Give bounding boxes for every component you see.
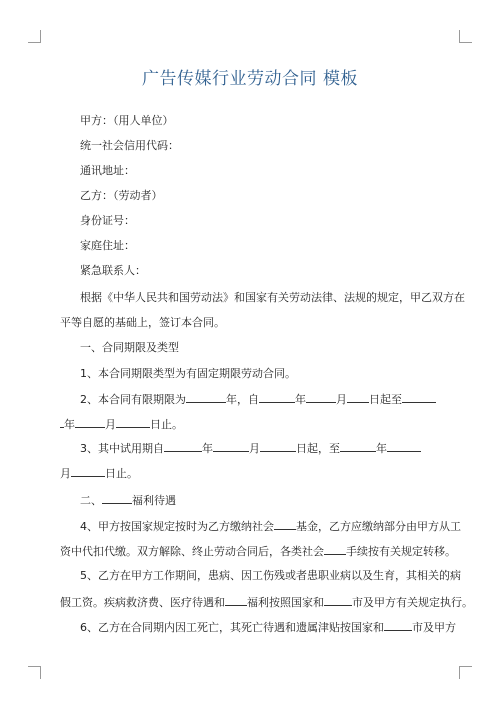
item-4-fund-blank: [274, 518, 296, 530]
item-2-end-year-blank: [402, 391, 436, 403]
item-5-line-1: 5、乙方在甲方工作期间，患病、因工伤残或者患职业病以及生育，其相关的病: [80, 569, 461, 582]
item-6-part-1: 6、乙方在合同期内因工死亡，其死亡待遇和遗属津贴按国家和: [80, 621, 384, 634]
item-5-welfare-blank: [225, 594, 247, 606]
item-2-year3-label: 年: [64, 418, 75, 431]
item-4-line-2: [60, 543, 456, 559]
item-1-text: 1、本合同期限类型为有固定期限劳动合同。: [80, 367, 296, 380]
item-6-line-1: [80, 619, 456, 635]
preamble-line-1: 根据《中华人民共和国劳动法》和国家有关劳动法律、法规的规定，甲乙双方在: [80, 291, 465, 304]
item-3-start-day-blank: [260, 440, 296, 452]
item-2-line-1: [80, 391, 436, 407]
item-4-line-1: [80, 518, 461, 534]
item-4-part-2: 基金，乙方应缴纳部分由甲方从工: [296, 520, 461, 533]
item-4-transfer-blank: [324, 543, 346, 555]
item-2-end-day-blank: [116, 416, 150, 428]
item-2-year-from-label: 年，自: [226, 393, 259, 406]
document-title: 广告传媒行业劳动合同 模板: [142, 69, 358, 89]
item-2-start-month-blank: [306, 391, 336, 403]
corner-mark-top-right: [459, 30, 472, 43]
item-2-years-blank: [186, 391, 226, 403]
item-4-line-2-part-2: 手续按有关规定转移。: [346, 545, 456, 558]
item-3-day-end-label: 日止。: [105, 467, 138, 480]
party-b-home-address-label: 家庭住址：: [80, 239, 135, 252]
item-3-end-month-blank-a: [387, 440, 421, 452]
item-3-year2-label: 年: [376, 442, 387, 455]
section-2-heading-prefix: 二、: [80, 494, 102, 507]
preamble-line-2: 平等自愿的基础上，签订本合同。: [60, 316, 225, 329]
corner-mark-bottom-right: [459, 666, 472, 679]
section-1-heading: 一、合同期限及类型: [80, 341, 179, 354]
item-3-year-label: 年: [202, 442, 213, 455]
item-2-day-end-label: 日止。: [150, 418, 183, 431]
party-b-label: 乙方：（劳动者）: [80, 189, 163, 202]
item-5-line-2: [60, 594, 473, 610]
corner-mark-bottom-left: [28, 666, 41, 679]
item-2-day-from-label: 日起至: [369, 393, 402, 406]
item-5-line-2-part-1: 假工资。疾病救济费、医疗待遇和: [60, 596, 225, 609]
section-2-heading-blank: [102, 492, 132, 504]
item-6-part-2: 市及甲方: [412, 621, 456, 634]
item-5-city-blank: [324, 594, 352, 606]
item-3-end-year-blank: [340, 440, 376, 452]
item-3-month2-label: 月: [60, 467, 71, 480]
corner-mark-top-left: [28, 30, 41, 43]
item-3-month-label: 月: [249, 442, 260, 455]
item-2-prefix: 2、本合同有限期限为: [80, 393, 186, 406]
item-5-line-2-part-2: 福利按照国家和: [247, 596, 324, 609]
section-2-heading: [80, 492, 176, 508]
party-a-credit-code-label: 统一社会信用代码：: [80, 139, 179, 152]
item-2-start-year-blank: [259, 391, 295, 403]
item-3-start-month-blank: [213, 440, 249, 452]
item-4-part-1: 4、甲方按国家规定按时为乙方缴纳社会: [80, 520, 274, 533]
item-2-month-label: 月: [336, 393, 347, 406]
item-3-prefix: 3、其中试用期自: [80, 442, 164, 455]
party-b-emergency-contact-label: 紧急联系人：: [80, 264, 146, 277]
party-b-id-label: 身份证号：: [80, 214, 135, 227]
item-2-month2-label: 月: [105, 418, 116, 431]
item-6-city-blank: [384, 619, 412, 631]
item-2-start-day-blank: [347, 391, 369, 403]
party-a-address-label: 通讯地址：: [80, 164, 135, 177]
item-5-line-2-part-3: 市及甲方有关规定执行。: [352, 596, 473, 609]
item-3-day-from-label: 日起，至: [296, 442, 340, 455]
item-3-line-2: [60, 465, 138, 481]
item-4-line-2-part-1: 资中代扣代缴。双方解除、终止劳动合同后，各类社会: [60, 545, 324, 558]
item-2-line-2: [60, 416, 183, 432]
item-3-end-day-blank: [71, 465, 105, 477]
item-3-start-year-blank: [164, 440, 202, 452]
item-2-end-month-blank: [75, 416, 105, 428]
section-2-heading-suffix: 福利待遇: [132, 494, 176, 507]
party-a-label: 甲方：（用人单位）: [80, 114, 174, 127]
item-2-year-label: 年: [295, 393, 306, 406]
item-3-line-1: [80, 440, 421, 456]
